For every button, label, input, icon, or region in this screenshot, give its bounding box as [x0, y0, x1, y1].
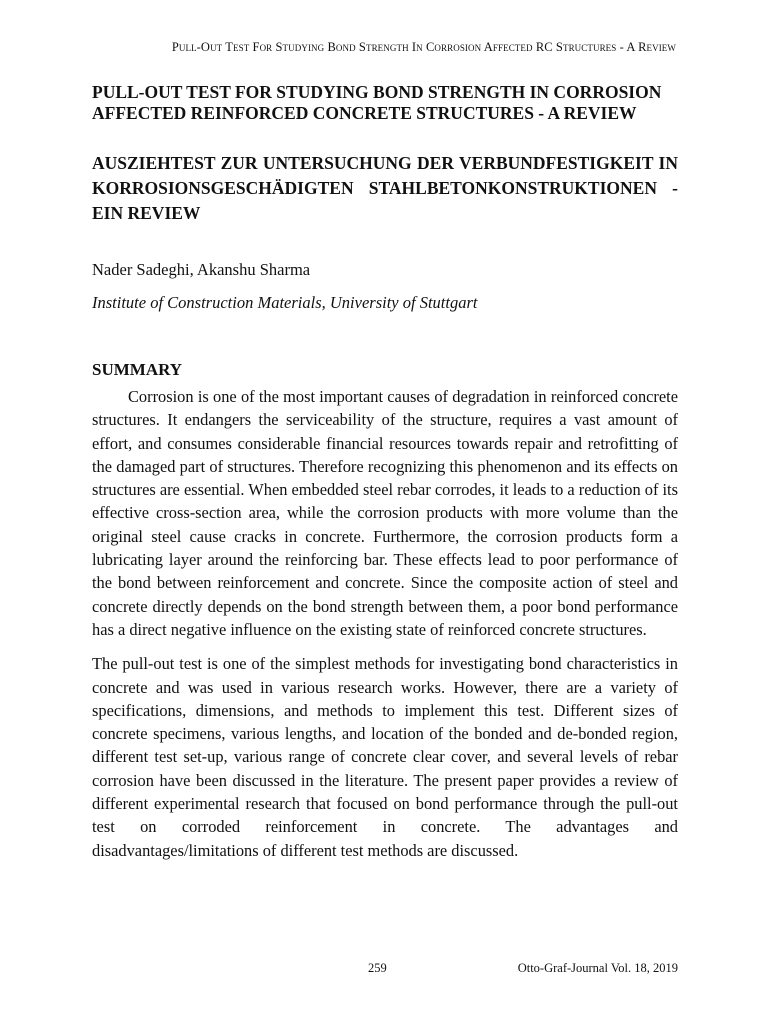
- authors: Nader Sadeghi, Akanshu Sharma: [92, 260, 311, 279]
- summary-paragraph-2: The pull-out test is one of the simplest methods for investigating bond characteristics in concrete and was used in various research works. However, there are a variety of specifications, dimensions, and methods to implement this test. Different sizes of concrete specimens, various lengths, and location of the bonded and de-bonded region, different test set-up, various range of concrete clear cover, and several levels of rebar corrosion have been discussed in the literature. The present paper provides a review of different experimental research that focused on bond performance through the pull-out test on corroded reinforcement in concrete. The advantages and disadvantages/limitations of different test methods are discussed.: [92, 654, 678, 860]
- summary-paragraph-1: Corrosion is one of the most important causes of degradation in reinforced concrete structures. It endangers the serviceability of the structure, requires a vast amount of effort, and consumes considerable financial resources towards repair and retrofitting of the damaged part of structures. Therefore recognizing this phenomenon and its effects on structures are essential. When embedded steel rebar corrodes, it leads to a reduction of its effective cross-section area, while the corrosion products with more volume than the original steel cause cracks in concrete. Furthermore, the corrosion products form a lubricating layer around the reinforcing bar. These effects lead to poor performance of the bond between reinforcement and concrete. Since the composite action of steel and concrete directly depends on the bond strength between them, a poor bond performance has a direct negative influence on the existing state of reinforced concrete structures.: [92, 387, 678, 639]
- title-german: AUSZIEHTEST ZUR UNTERSUCHUNG DER VERBUNDFESTIGKEIT IN KORROSIONSGESCHÄDIGTEN STAHLBETONKONSTRUKTIONEN - EIN REVIEW: [92, 153, 678, 223]
- journal-footer: Otto-Graf-Journal Vol. 18, 2019: [517, 961, 678, 975]
- page-content: [92, 82, 678, 862]
- page-number: 259: [368, 961, 387, 975]
- running-header: Pull-Out Test For Studying Bond Strength In Corrosion Affected RC Structures - A Review: [171, 40, 676, 54]
- summary-heading: SUMMARY: [92, 360, 183, 379]
- title-english: PULL-OUT TEST FOR STUDYING BOND STRENGTH IN CORROSION AFFECTED REINFORCED CONCRETE STRUCTURES - A REVIEW: [92, 82, 662, 123]
- affiliation: Institute of Construction Materials, University of Stuttgart: [92, 293, 478, 312]
